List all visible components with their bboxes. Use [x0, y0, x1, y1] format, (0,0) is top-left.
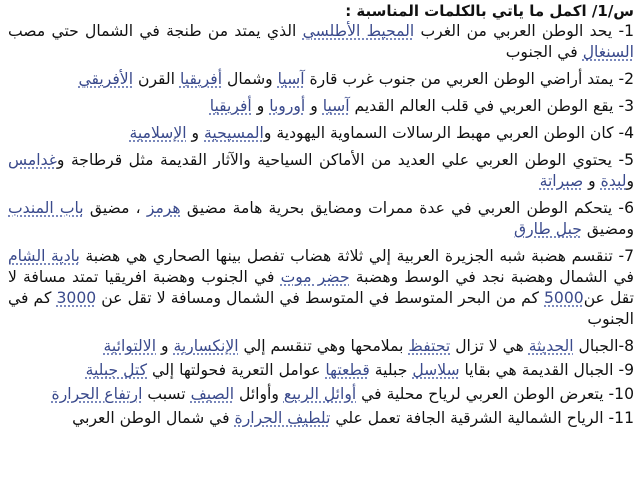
- sentence-text: 7- تنقسم هضبة شبه الجزيرة العربية إلي ثلاثة هضاب تفصل بينها الصحاري هي هضبة: [79, 247, 635, 265]
- sentence-text: 4- كان الوطن العربي مهبط الرسالات السماوية اليهودية و: [263, 124, 634, 142]
- question-item-4: [8, 123, 634, 144]
- sentence-text: كم في الجنوب: [8, 289, 634, 328]
- answer-text: صبراتة: [539, 172, 584, 190]
- sentence-text: الذي يمتد من طنجة في الشمال حتي مصب: [8, 22, 303, 40]
- sentence-text: 1- يحد الوطن العربي من الغرب: [414, 22, 635, 40]
- answer-text: الحديثة: [528, 337, 574, 355]
- question-item-10: [8, 384, 634, 405]
- sentence-text: و: [156, 337, 174, 355]
- sentence-text: في الشمال وهضبة نجد في الوسط وهضبة: [349, 268, 634, 286]
- question-items: [8, 21, 634, 429]
- answer-text: حضر موت: [280, 268, 350, 286]
- question-item-1: [8, 21, 634, 63]
- sentence-text: و: [186, 124, 205, 142]
- sentence-text: ومضيق: [581, 220, 634, 238]
- answer-text: أفريقيا: [179, 70, 223, 88]
- sentence-text: و: [251, 97, 270, 115]
- sentence-text: 11- الرياح الشمالية الشرقية الجافة تعمل علي: [330, 409, 634, 427]
- answer-text: أوائل الربيع: [283, 385, 357, 403]
- sentence-text: تسبب: [142, 385, 191, 403]
- sentence-text: بملامحها وهي تنقسم إلي: [238, 337, 409, 355]
- answer-text: أوروبا: [269, 97, 306, 115]
- sentence-text: و: [583, 172, 601, 190]
- answer-text: الأفريقي: [78, 70, 134, 88]
- sentence-text: 9- الجبال القديمة هي بقايا: [459, 361, 634, 379]
- sentence-text: و: [305, 97, 323, 115]
- answer-text: ارتفاع الحرارة: [51, 385, 143, 403]
- answer-text: الإنكسارية: [173, 337, 239, 355]
- question-item-9: [8, 360, 634, 381]
- sentence-text: القرن: [133, 70, 180, 88]
- sentence-text: وشمال: [222, 70, 278, 88]
- question-item-2: [8, 69, 634, 90]
- answer-text: آسيا: [277, 70, 305, 88]
- answer-text: كتل جبلية: [85, 361, 148, 379]
- answer-text: السنغال: [582, 43, 634, 61]
- answer-text: المحيط الأطلسي: [302, 22, 415, 40]
- answer-text: الالتوائية: [103, 337, 157, 355]
- sentence-text: كم من البحر المتوسط في المتوسط في الشمال ومسافة لا تقل عن: [96, 289, 544, 307]
- answer-text: 5000: [544, 289, 584, 307]
- sentence-text: 10- يتعرض الوطن العربي لرياح محلية في: [356, 385, 634, 403]
- sentence-text: ، مضيق: [83, 199, 147, 217]
- sentence-text: 6- يتحكم الوطن العربي في عدة ممرات ومضايق بحرية هامة مضيق: [180, 199, 634, 217]
- answer-text: سلاسل: [412, 361, 460, 379]
- answer-text: تلطيف الحرارة: [234, 409, 331, 427]
- answer-text: تحتفظ: [408, 337, 451, 355]
- question-item-8: [8, 336, 634, 357]
- sentence-text: 5- يحتوي الوطن العربي علي العديد من الأماكن السياحية والآثار القديمة مثل قرطاجة و: [56, 151, 634, 169]
- sentence-text: في الجنوب وهضبة افريقيا تمتد مسافة لا تقل عن: [8, 268, 635, 307]
- answer-text: جبل طارق: [514, 220, 582, 238]
- sentence-text: 2- يمتد أراضي الوطن العربي من جنوب غرب قارة: [304, 70, 634, 88]
- answer-text: بادية الشام: [8, 247, 80, 265]
- question-item-7: [8, 246, 634, 330]
- sentence-text: جبلية: [369, 361, 413, 379]
- sentence-text: عوامل التعرية فحولتها إلي: [147, 361, 326, 379]
- answer-text: الإسلامية: [129, 124, 187, 142]
- answer-text: أفريقيا: [209, 97, 252, 115]
- question-heading: س/1/ اكمل ما ياتي بالكلمات المناسبة :: [345, 2, 634, 20]
- answer-text: لبدة: [600, 172, 627, 190]
- answer-text: قطعتها: [325, 361, 370, 379]
- sentence-text: 3- يقع الوطن العربي في قلب العالم القديم: [349, 97, 634, 115]
- answer-text: غدامس: [8, 151, 57, 169]
- answer-text: 3000: [56, 289, 97, 307]
- sentence-text: في شمال الوطن العربي: [72, 409, 235, 427]
- question-item-11: [8, 408, 634, 429]
- sentence-text: هي لا تزال: [450, 337, 529, 355]
- answer-text: الصيف: [190, 385, 235, 403]
- question-item-5: [8, 150, 634, 192]
- sentence-text: وأوائل: [234, 385, 284, 403]
- question-item-6: [8, 198, 634, 240]
- answer-text: المسيحية: [204, 124, 264, 142]
- sentence-text: و: [626, 172, 634, 190]
- sentence-text: 8-الجبال: [573, 337, 634, 355]
- question-item-3: [8, 96, 634, 117]
- sentence-text: في الجنوب: [505, 43, 583, 61]
- answer-text: هرمز: [146, 199, 181, 217]
- answer-text: باب المندب: [8, 199, 84, 217]
- answer-text: آسيا: [322, 97, 350, 115]
